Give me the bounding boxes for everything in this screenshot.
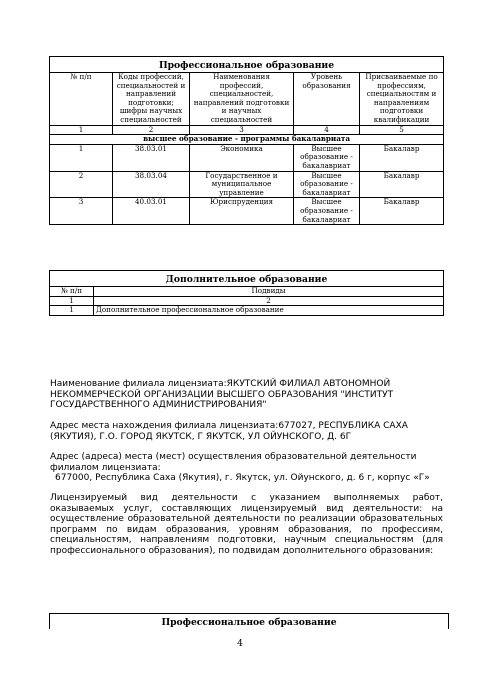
education-level: Высшее образование - бакалавриат [294,144,360,171]
row-number: 2 [50,171,113,198]
program-code: 38.03.01 [113,144,190,171]
column-number: 2 [113,125,190,135]
program-code: 40.03.01 [113,198,190,225]
table-title: Профессиональное образование [50,57,444,73]
column-number: 3 [190,125,294,135]
qualification: Бакалавр [360,144,444,171]
table-header-row [50,73,444,126]
qualification: Бакалавр [360,198,444,225]
column-number: 1 [50,296,94,306]
row-number: 1 [50,306,94,316]
professional-education-table-2 [49,613,449,629]
table-row [50,306,444,316]
table-row [50,171,444,198]
qualification: Бакалавр [360,171,444,198]
column-number: 4 [294,125,360,135]
table-title: Дополнительное образование [50,271,444,287]
branch-address: Адрес места нахождения филиала лицензиата:677027, РЕСПУБЛИКА САХА (ЯКУТИЯ), Г.О. ГОРОД ЯКУТСК, Г ЯКУТСК, УЛ ОЙУНСКОГО, Д. 6Г [50,421,408,442]
activity-address-label: Адрес (адреса) места (мест) осуществления образовательной деятельности филиалом лицензиата: [50,452,417,473]
program-code: 38.03.04 [113,171,190,198]
column-header: Наименования профессий, специальностей, направлений подготовки и научных специальностей [190,73,294,126]
column-header: Коды профессий, специальностей и направлений подготовки; шифры научных специальностей [113,73,190,126]
education-level: Высшее образование - бакалавриат [294,171,360,198]
table-row [50,198,444,225]
activity-address [50,452,443,484]
additional-education-table [49,270,444,316]
education-level: Высшее образование - бакалавриат [294,198,360,225]
column-header: Присваиваемые по профессиям, специальностям и направлениям подготовки квалификации [360,73,444,126]
table-header-row [50,287,444,297]
column-number: 5 [360,125,444,135]
licensed-activity: Лицензируемый вид деятельности с указанием выполняемых работ, оказываемых услуг, составляющих лицензируемый вид деятельности: на осуществление образовательной деятельности по реализации образовательных программ по видам образования, уровням образования, по профессиям, специальностям, направлениям подготовки, научным специальностям (для профессионального образования), по подвидам дополнительного образования: [50,493,443,556]
column-header: № п/п [50,287,94,297]
subtype-name: Дополнительное профессиональное образование [94,306,444,316]
program-name: Государственное и муниципальное управление [190,171,294,198]
table-row [50,144,444,171]
row-number: 3 [50,198,113,225]
page-number: 4 [237,639,243,649]
program-name: Юриспруденция [190,198,294,225]
program-name: Экономика [190,144,294,171]
row-number: 1 [50,144,113,171]
branch-name: Наименование филиала лицензиата:ЯКУТСКИЙ ФИЛИАЛ АВТОНОМНОЙ НЕКОММЕРЧЕСКОЙ ОРГАНИЗАЦИИ ВЫСШЕГО ОБРАЗОВАНИЯ "ИНСТИТУТ ГОСУДАРСТВЕННОГО АДМИНИСТРИРОВАНИЯ" [50,379,394,411]
activity-address-value: 677000, Республика Саха (Якутия), г. Якутск, ул. Ойунского, д. 6 г, корпус «Г» [55,473,430,484]
column-number: 2 [94,296,444,306]
column-header: Уровень образования [294,73,360,126]
column-number: 1 [50,125,113,135]
professional-education-table [49,56,444,225]
column-header: № п/п [50,73,113,126]
table-title: Профессиональное образование [50,614,449,630]
column-header: Подвиды [94,287,444,297]
section-heading: высшее образование - программы бакалавриата [50,135,444,145]
